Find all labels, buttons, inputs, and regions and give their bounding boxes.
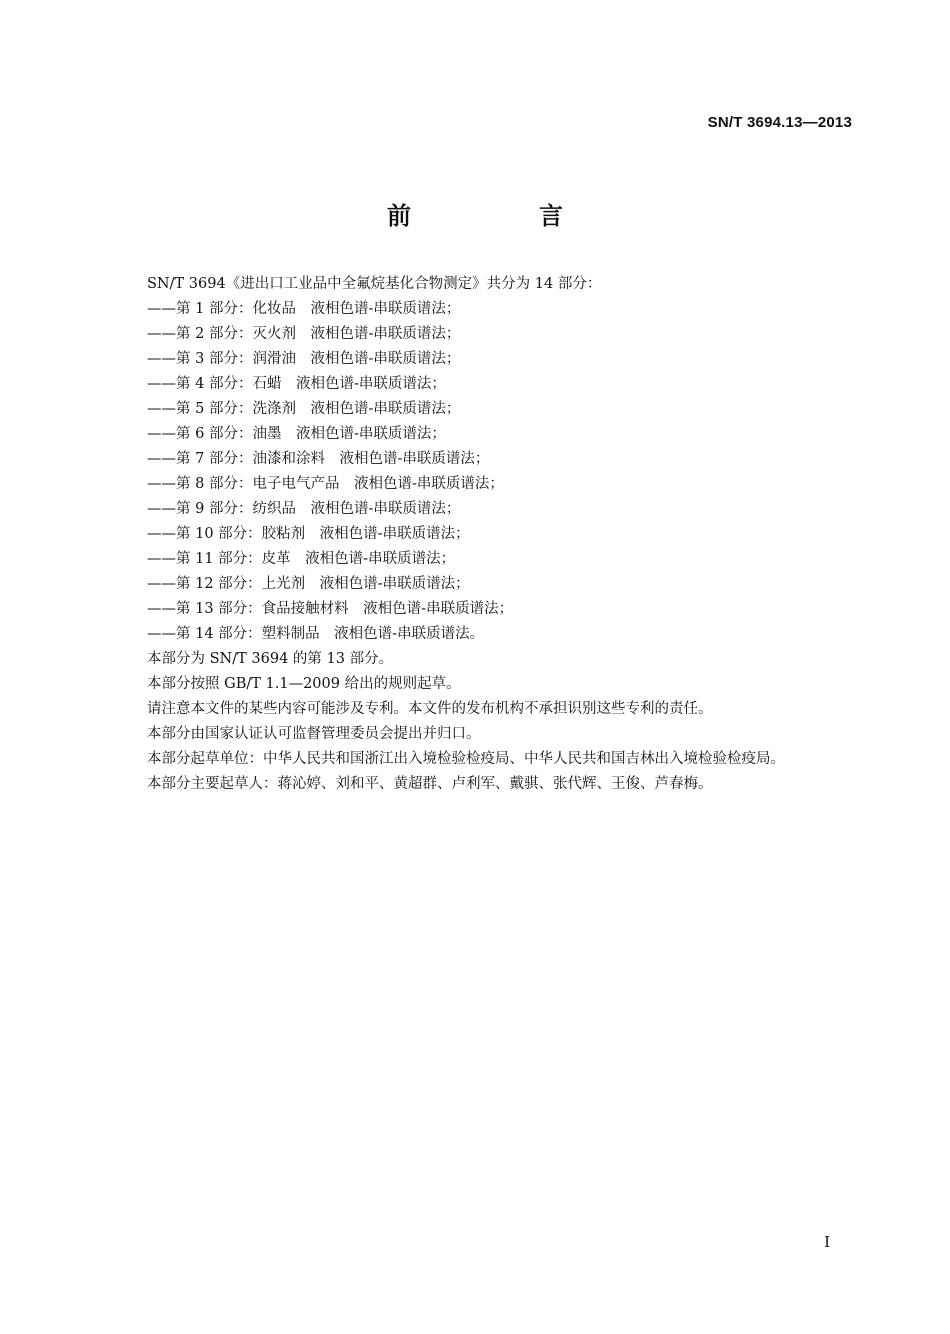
body-paragraph: 本部分按照 GB/T 1.1—2009 给出的规则起草。 — [147, 676, 461, 692]
part-item: ——第 8 部分：电子电气产品 液相色谱-串联质谱法； — [147, 476, 504, 492]
intro-paragraph: SN/T 3694《进出口工业品中全氟烷基化合物测定》共分为 14 部分： — [147, 276, 602, 292]
part-item: ——第 2 部分：灭火剂 液相色谱-串联质谱法； — [147, 326, 461, 342]
part-item: ——第 12 部分：上光剂 液相色谱-串联质谱法； — [147, 576, 470, 592]
part-item: ——第 1 部分：化妆品 液相色谱-串联质谱法； — [147, 301, 461, 317]
part-item: ——第 10 部分：胶粘剂 液相色谱-串联质谱法； — [147, 526, 470, 542]
part-item: ——第 6 部分：油墨 液相色谱-串联质谱法； — [147, 426, 446, 442]
standard-code: SN/T 3694.13—2013 — [707, 114, 852, 131]
part-item: ——第 13 部分：食品接触材料 液相色谱-串联质谱法； — [147, 601, 514, 617]
body-paragraph: 本部分为 SN/T 3694 的第 13 部分。 — [147, 651, 394, 667]
part-item: ——第 9 部分：纺织品 液相色谱-串联质谱法； — [147, 501, 461, 517]
part-item: ——第 3 部分：润滑油 液相色谱-串联质谱法； — [147, 351, 461, 367]
proposer-paragraph: 本部分由国家认证认可监督管理委员会提出并归口。 — [147, 726, 481, 742]
part-item: ——第 4 部分：石蜡 液相色谱-串联质谱法； — [147, 376, 446, 392]
part-item: ——第 7 部分：油漆和涂料 液相色谱-串联质谱法； — [147, 451, 490, 467]
part-item: ——第 5 部分：洗涤剂 液相色谱-串联质谱法； — [147, 401, 461, 417]
page-number: I — [824, 1233, 830, 1251]
page-title: 前 言 — [387, 202, 615, 230]
patent-notice-paragraph: 请注意本文件的某些内容可能涉及专利。本文件的发布机构不承担识别这些专利的责任。 — [147, 701, 713, 717]
part-item: ——第 14 部分：塑料制品 液相色谱-串联质谱法。 — [147, 626, 485, 642]
part-item: ——第 11 部分：皮革 液相色谱-串联质谱法； — [147, 551, 456, 567]
drafters-paragraph: 本部分主要起草人：蒋沁婷、刘和平、黄超群、卢利军、戴骐、张代辉、王俊、芦春梅。 — [147, 776, 713, 792]
preface-body — [114, 272, 856, 797]
drafting-units-paragraph: 本部分起草单位：中华人民共和国浙江出入境检验检疫局、中华人民共和国吉林出入境检验检疫局。 — [147, 751, 785, 767]
